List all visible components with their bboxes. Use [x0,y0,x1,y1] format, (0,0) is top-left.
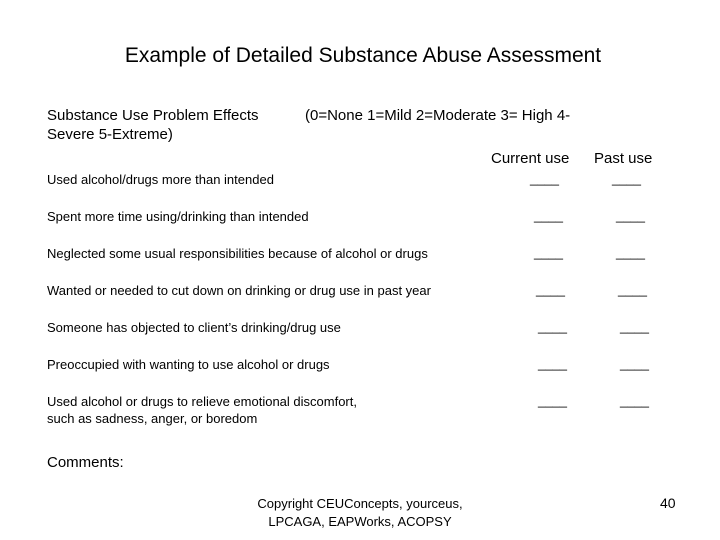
past-use-blank[interactable]: ____ [616,208,645,223]
past-use-blank[interactable]: ____ [618,282,647,297]
current-use-blank[interactable]: ____ [538,393,567,408]
item-preoccupied: Preoccupied with wanting to use alcohol or drugs [47,357,330,372]
current-use-blank[interactable]: ____ [534,208,563,223]
item-more-than-intended: Used alcohol/drugs more than intended [47,172,274,187]
current-use-blank[interactable]: ____ [536,282,565,297]
header-scale-continued: Severe 5-Extreme) [47,126,173,143]
current-use-blank[interactable]: ____ [534,245,563,260]
item-cut-down: Wanted or needed to cut down on drinking or drug use in past year [47,283,431,298]
current-use-blank[interactable]: ____ [538,356,567,371]
page-title: Example of Detailed Substance Abuse Assessment [124,44,602,67]
past-use-blank[interactable]: ____ [616,245,645,260]
past-use-blank[interactable]: ____ [612,171,641,186]
page-number: 40 [660,495,676,511]
past-use-blank[interactable]: ____ [620,393,649,408]
comments-label: Comments: [47,454,124,471]
copyright-footer: Copyright CEUConcepts, yourceus, LPCAGA, EAPWorks, ACOPSY [257,496,463,529]
item-neglected-responsibilities: Neglected some usual responsibilities because of alcohol or drugs [47,246,428,261]
item-someone-objected: Someone has objected to client’s drinking/drug use [47,320,341,335]
past-use-blank[interactable]: ____ [620,356,649,371]
past-use-blank[interactable]: ____ [620,319,649,334]
item-relieve-discomfort-continued: such as sadness, anger, or boredom [47,411,258,426]
item-relieve-discomfort: Used alcohol or drugs to relieve emotional discomfort, [47,394,357,409]
item-more-time: Spent more time using/drinking than intended [47,209,309,224]
header-label: Substance Use Problem Effects [47,107,259,124]
column-header-current-use: Current use [491,150,570,167]
current-use-blank[interactable]: ____ [538,319,567,334]
header-scale: (0=None 1=Mild 2=Moderate 3= High 4- [305,107,571,124]
current-use-blank[interactable]: ____ [530,171,559,186]
column-header-past-use: Past use [594,150,653,167]
